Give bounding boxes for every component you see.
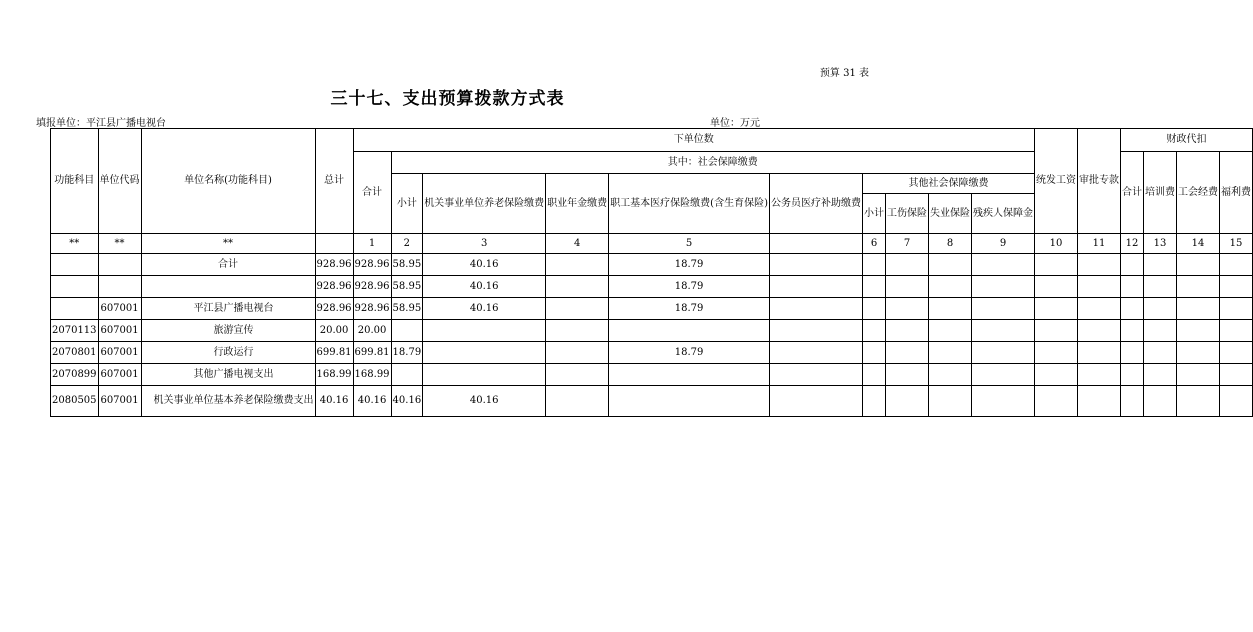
injury-cell: [886, 342, 929, 364]
header-unified-wage: 统发工资: [1035, 129, 1078, 234]
union-cell: [1177, 342, 1220, 364]
table-row: [51, 320, 1253, 342]
other-subtotal-cell: [863, 364, 886, 386]
unemployment-cell: [929, 254, 972, 276]
header-other-ss: 其他社会保障缴费: [863, 174, 1035, 194]
table-row: [51, 254, 1253, 276]
header-training: 培训费: [1144, 152, 1177, 234]
civil-medical-cell: [770, 298, 863, 320]
index-cell: 1: [353, 234, 391, 254]
table-body: [51, 254, 1253, 417]
disability-cell: [972, 254, 1035, 276]
page-number-label: 预算 31 表: [819, 68, 869, 79]
header-social-security: 其中：社会保障缴费: [391, 152, 1034, 174]
total-cell: 20.00: [315, 320, 353, 342]
medical-cell: 18.79: [609, 298, 770, 320]
unemployment-cell: [929, 386, 972, 417]
header-union: 工会经费: [1177, 152, 1220, 234]
civil-medical-cell: [770, 254, 863, 276]
index-cell: **: [98, 234, 141, 254]
header-func-code: 功能科目: [51, 129, 99, 234]
header-civil-medical: 公务员医疗补助缴费: [770, 174, 863, 234]
table-row: [51, 298, 1253, 320]
total-cell: 928.96: [315, 298, 353, 320]
subtotal-cell: 168.99: [353, 364, 391, 386]
fa-subtotal-cell: [1121, 298, 1144, 320]
union-cell: [1177, 298, 1220, 320]
civil-medical-cell: [770, 364, 863, 386]
pension-cell: 40.16: [423, 276, 546, 298]
header-unemployment: 失业保险: [929, 194, 972, 234]
index-cell: **: [141, 234, 315, 254]
medical-cell: 18.79: [609, 342, 770, 364]
training-cell: [1144, 298, 1177, 320]
pension-cell: [423, 342, 546, 364]
index-cell: [770, 234, 863, 254]
total-cell: 928.96: [315, 254, 353, 276]
medical-cell: [609, 386, 770, 417]
unit-name-cell: 机关事业单位基本养老保险缴费支出: [141, 386, 315, 417]
unit-name-cell: 其他广播电视支出: [141, 364, 315, 386]
header-disability: 残疾人保障金: [972, 194, 1035, 234]
func-code-cell: [51, 254, 99, 276]
unified-wage-cell: [1035, 342, 1078, 364]
approved-cell: [1078, 342, 1121, 364]
index-cell: 6: [863, 234, 886, 254]
unit-code-cell: [98, 276, 141, 298]
table-row: [51, 276, 1253, 298]
header-unit-name: 单位名称(功能科目): [141, 129, 315, 234]
func-code-cell: 2070801: [51, 342, 99, 364]
index-cell: 14: [1177, 234, 1220, 254]
union-cell: [1177, 364, 1220, 386]
fa-subtotal-cell: [1121, 320, 1144, 342]
index-cell: 12: [1121, 234, 1144, 254]
index-cell: 8: [929, 234, 972, 254]
header-approved-fund: 审批专款: [1078, 129, 1121, 234]
unit-name-cell: 合计: [141, 254, 315, 276]
unified-wage-cell: [1035, 364, 1078, 386]
unit-code-cell: 607001: [98, 298, 141, 320]
header-fa-subtotal: 合计: [1121, 152, 1144, 234]
unemployment-cell: [929, 276, 972, 298]
table-header: [51, 129, 1253, 234]
approved-cell: [1078, 298, 1121, 320]
other-subtotal-cell: [863, 298, 886, 320]
index-cell: [315, 234, 353, 254]
disability-cell: [972, 364, 1035, 386]
index-cell: 4: [546, 234, 609, 254]
index-cell: 15: [1220, 234, 1253, 254]
ss-subtotal-cell: 40.16: [391, 386, 423, 417]
budget-table: [50, 128, 1253, 417]
func-code-cell: 2070899: [51, 364, 99, 386]
ss-subtotal-cell: 58.95: [391, 254, 423, 276]
injury-cell: [886, 254, 929, 276]
training-cell: [1144, 364, 1177, 386]
total-cell: 699.81: [315, 342, 353, 364]
func-code-cell: 2080505: [51, 386, 99, 417]
annuity-cell: [546, 276, 609, 298]
unit-code-cell: 607001: [98, 364, 141, 386]
welfare-cell: [1220, 386, 1253, 417]
fa-subtotal-cell: [1121, 342, 1144, 364]
training-cell: [1144, 386, 1177, 417]
fa-subtotal-cell: [1121, 254, 1144, 276]
pension-cell: [423, 320, 546, 342]
unit-code-cell: 607001: [98, 342, 141, 364]
header-fiscal-agent: 财政代扣: [1121, 129, 1253, 152]
other-subtotal-cell: [863, 276, 886, 298]
union-cell: [1177, 320, 1220, 342]
func-code-cell: [51, 276, 99, 298]
other-subtotal-cell: [863, 254, 886, 276]
unified-wage-cell: [1035, 386, 1078, 417]
unemployment-cell: [929, 342, 972, 364]
subtotal-cell: 20.00: [353, 320, 391, 342]
welfare-cell: [1220, 254, 1253, 276]
welfare-cell: [1220, 364, 1253, 386]
unit-name-cell: 旅游宣传: [141, 320, 315, 342]
approved-cell: [1078, 364, 1121, 386]
unified-wage-cell: [1035, 298, 1078, 320]
index-cell: **: [51, 234, 99, 254]
disability-cell: [972, 276, 1035, 298]
index-cell: 3: [423, 234, 546, 254]
injury-cell: [886, 320, 929, 342]
injury-cell: [886, 298, 929, 320]
fa-subtotal-cell: [1121, 276, 1144, 298]
currency-unit: 单位：万元: [710, 118, 760, 129]
fa-subtotal-cell: [1121, 364, 1144, 386]
unit-code-cell: 607001: [98, 386, 141, 417]
pension-cell: 40.16: [423, 298, 546, 320]
subtotal-cell: 699.81: [353, 342, 391, 364]
ss-subtotal-cell: [391, 320, 423, 342]
index-cell: 9: [972, 234, 1035, 254]
index-row: [51, 234, 1253, 254]
civil-medical-cell: [770, 320, 863, 342]
index-cell: 5: [609, 234, 770, 254]
reporting-unit: 填报单位：平江县广播电视台: [36, 118, 166, 129]
unemployment-cell: [929, 364, 972, 386]
subtotal-cell: 928.96: [353, 254, 391, 276]
other-subtotal-cell: [863, 320, 886, 342]
total-cell: 40.16: [315, 386, 353, 417]
table-row: [51, 386, 1253, 417]
func-code-cell: 2070113: [51, 320, 99, 342]
training-cell: [1144, 342, 1177, 364]
unit-code-cell: 607001: [98, 320, 141, 342]
unified-wage-cell: [1035, 320, 1078, 342]
unemployment-cell: [929, 320, 972, 342]
unified-wage-cell: [1035, 254, 1078, 276]
header-other-subtotal: 小计: [863, 194, 886, 234]
pension-cell: [423, 364, 546, 386]
header-injury: 工伤保险: [886, 194, 929, 234]
index-cell: 13: [1144, 234, 1177, 254]
pension-cell: 40.16: [423, 386, 546, 417]
approved-cell: [1078, 320, 1121, 342]
approved-cell: [1078, 254, 1121, 276]
training-cell: [1144, 254, 1177, 276]
header-annuity: 职业年金缴费: [546, 174, 609, 234]
medical-cell: 18.79: [609, 254, 770, 276]
fa-subtotal-cell: [1121, 386, 1144, 417]
table-row: [51, 342, 1253, 364]
header-pension: 机关事业单位养老保险缴费: [423, 174, 546, 234]
ss-subtotal-cell: [391, 364, 423, 386]
unit-name-cell: 平江县广播电视台: [141, 298, 315, 320]
ss-subtotal-cell: 58.95: [391, 276, 423, 298]
disability-cell: [972, 342, 1035, 364]
index-cell: 7: [886, 234, 929, 254]
medical-cell: [609, 320, 770, 342]
index-cell: 2: [391, 234, 423, 254]
unemployment-cell: [929, 298, 972, 320]
ss-subtotal-cell: 18.79: [391, 342, 423, 364]
disability-cell: [972, 386, 1035, 417]
injury-cell: [886, 386, 929, 417]
index-cell: 10: [1035, 234, 1078, 254]
injury-cell: [886, 364, 929, 386]
header-total: 总计: [315, 129, 353, 234]
pension-cell: 40.16: [423, 254, 546, 276]
medical-cell: 18.79: [609, 276, 770, 298]
civil-medical-cell: [770, 342, 863, 364]
welfare-cell: [1220, 276, 1253, 298]
annuity-cell: [546, 364, 609, 386]
header-medical: 职工基本医疗保险缴费(含生育保险): [609, 174, 770, 234]
total-cell: 928.96: [315, 276, 353, 298]
unit-code-cell: [98, 254, 141, 276]
ss-subtotal-cell: 58.95: [391, 298, 423, 320]
page-title: 三十七、支出预算拨款方式表: [330, 89, 565, 109]
injury-cell: [886, 276, 929, 298]
other-subtotal-cell: [863, 386, 886, 417]
unit-name-cell: 行政运行: [141, 342, 315, 364]
total-cell: 168.99: [315, 364, 353, 386]
subtotal-cell: 928.96: [353, 276, 391, 298]
disability-cell: [972, 320, 1035, 342]
annuity-cell: [546, 254, 609, 276]
func-code-cell: [51, 298, 99, 320]
approved-cell: [1078, 276, 1121, 298]
index-row-group: [51, 234, 1253, 254]
subtotal-cell: 928.96: [353, 298, 391, 320]
index-cell: 11: [1078, 234, 1121, 254]
unified-wage-cell: [1035, 276, 1078, 298]
training-cell: [1144, 276, 1177, 298]
civil-medical-cell: [770, 276, 863, 298]
civil-medical-cell: [770, 386, 863, 417]
unit-name-cell: [141, 276, 315, 298]
approved-cell: [1078, 386, 1121, 417]
welfare-cell: [1220, 298, 1253, 320]
disability-cell: [972, 298, 1035, 320]
header-ss-subtotal: 小计: [391, 174, 423, 234]
annuity-cell: [546, 320, 609, 342]
welfare-cell: [1220, 342, 1253, 364]
annuity-cell: [546, 298, 609, 320]
subtotal-cell: 40.16: [353, 386, 391, 417]
training-cell: [1144, 320, 1177, 342]
other-subtotal-cell: [863, 342, 886, 364]
header-lower-unit: 下单位数: [353, 129, 1034, 152]
header-subtotal: 合计: [353, 152, 391, 234]
union-cell: [1177, 386, 1220, 417]
header-unit-code: 单位代码: [98, 129, 141, 234]
table-row: [51, 364, 1253, 386]
header-welfare: 福利费: [1220, 152, 1253, 234]
welfare-cell: [1220, 320, 1253, 342]
annuity-cell: [546, 342, 609, 364]
union-cell: [1177, 276, 1220, 298]
union-cell: [1177, 254, 1220, 276]
annuity-cell: [546, 386, 609, 417]
medical-cell: [609, 364, 770, 386]
